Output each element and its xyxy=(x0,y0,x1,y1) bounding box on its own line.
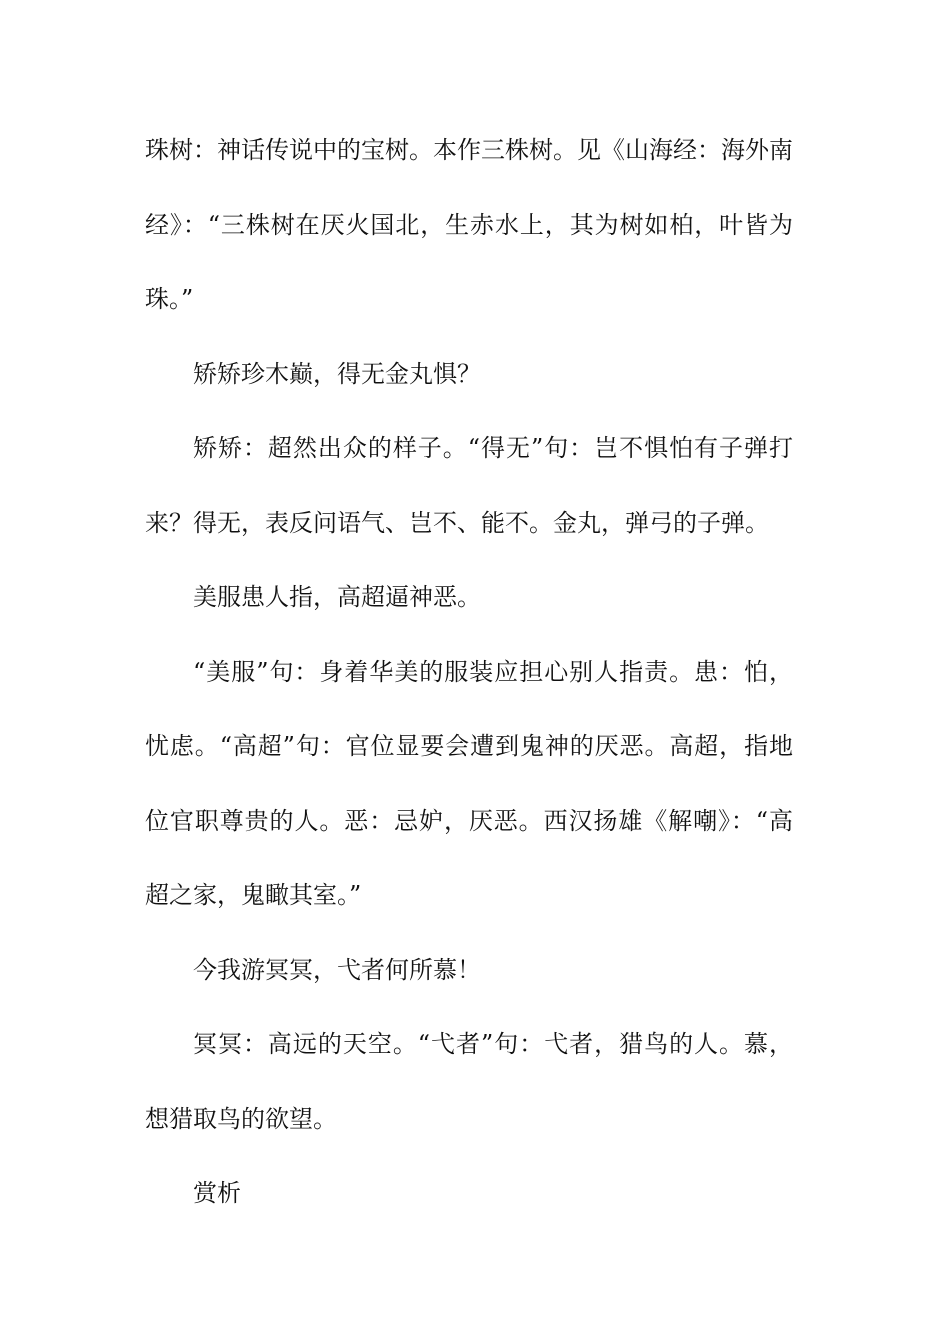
paragraph-jiaojiao-annotation: 矫矫：超然出众的样子。“得无”句：岂不惧怕有子弹打来？得无，表反问语气、岂不、能不。金丸，弹弓的子弹。 xyxy=(145,434,793,537)
paragraph-zhushu-annotation: 珠树：神话传说中的宝树。本作三株树。见《山海经：海外南经》：“三株树在厌火国北，生赤水上，其为树如柏，叶皆为珠。” xyxy=(145,136,793,313)
document-body xyxy=(145,113,793,1231)
section-heading-appreciation: 赏析 xyxy=(193,1179,241,1207)
paragraph-poem-line-1: 矫矫珍木巅，得无金丸惧？ xyxy=(193,359,481,388)
paragraph-meifu-annotation: “美服”句：身着华美的服装应担心别人指责。患：怕，忧虑。“高超”句：官位显要会遭到鬼神的厌恶。高超，指地位官职尊贵的人。恶：忌妒，厌恶。西汉扬雄《解嘲》：“高超之家，鬼瞰其室。” xyxy=(145,657,793,909)
paragraph-poem-line-3: 今我游冥冥，弋者何所慕！ xyxy=(193,955,481,984)
paragraph-poem-line-2: 美服患人指，高超逼神恶。 xyxy=(193,583,481,611)
paragraph-mingming-annotation: 冥冥：高远的天空。“弋者”句：弋者，猎鸟的人。慕，想猎取鸟的欲望。 xyxy=(145,1030,793,1133)
